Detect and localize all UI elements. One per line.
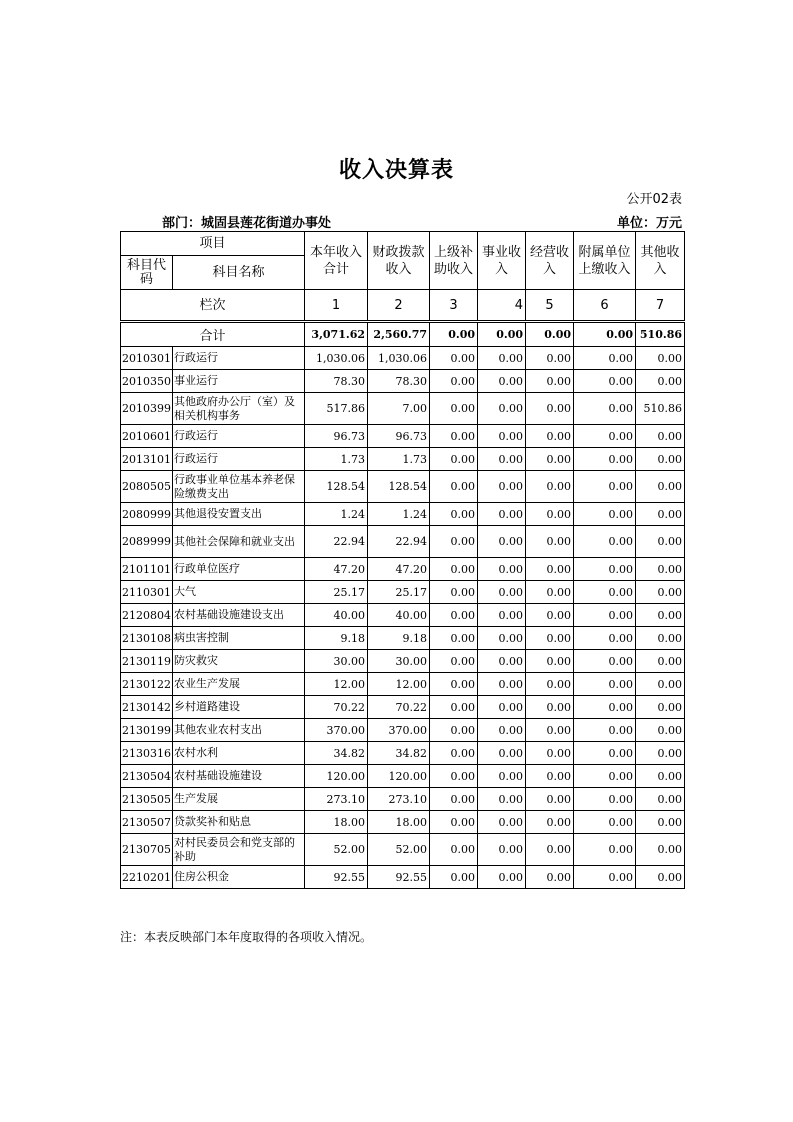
amount-c6: 0.00 (574, 425, 636, 448)
amount-c5: 0.00 (526, 503, 574, 526)
amount-c3: 0.00 (430, 347, 478, 370)
amount-c6: 0.00 (574, 834, 636, 866)
amount-c6: 0.00 (574, 347, 636, 370)
amount-c2: 18.00 (368, 811, 430, 834)
subject-code: 2120804 (121, 604, 173, 627)
subject-name: 对村民委员会和党支部的补助 (173, 834, 305, 866)
amount-c7: 0.00 (636, 558, 685, 581)
amount-c1: 96.73 (305, 425, 368, 448)
amount-c7: 0.00 (636, 581, 685, 604)
total-c3: 0.00 (430, 322, 478, 347)
amount-c3: 0.00 (430, 448, 478, 471)
amount-c6: 0.00 (574, 604, 636, 627)
amount-c3: 0.00 (430, 742, 478, 765)
amount-c4: 0.00 (478, 719, 526, 742)
amount-c3: 0.00 (430, 471, 478, 503)
amount-c4: 0.00 (478, 650, 526, 673)
col-number: 1 (305, 290, 368, 322)
amount-c2: 1.73 (368, 448, 430, 471)
amount-c2: 370.00 (368, 719, 430, 742)
total-row (121, 322, 685, 347)
subject-name: 行政单位医疗 (173, 558, 305, 581)
amount-c5: 0.00 (526, 788, 574, 811)
amount-c7: 0.00 (636, 866, 685, 889)
amount-c1: 34.82 (305, 742, 368, 765)
amount-c2: 52.00 (368, 834, 430, 866)
amount-c2: 12.00 (368, 673, 430, 696)
subject-code: 2010601 (121, 425, 173, 448)
amount-c7: 0.00 (636, 503, 685, 526)
amount-c6: 0.00 (574, 558, 636, 581)
amount-c1: 92.55 (305, 866, 368, 889)
amount-c2: 25.17 (368, 581, 430, 604)
amount-c5: 0.00 (526, 471, 574, 503)
amount-c1: 128.54 (305, 471, 368, 503)
subject-code: 2130108 (121, 627, 173, 650)
subject-code: 2010301 (121, 347, 173, 370)
amount-c5: 0.00 (526, 370, 574, 393)
subject-name: 农业生产发展 (173, 673, 305, 696)
amount-c3: 0.00 (430, 650, 478, 673)
subject-name: 其他政府办公厅（室）及相关机构事务 (173, 393, 305, 425)
subject-name: 农村基础设施建设 (173, 765, 305, 788)
col-number: 2 (368, 290, 430, 322)
amount-c4: 0.00 (478, 581, 526, 604)
amount-c4: 0.00 (478, 425, 526, 448)
subject-code: 2130316 (121, 742, 173, 765)
amount-c1: 273.10 (305, 788, 368, 811)
subject-name: 行政运行 (173, 425, 305, 448)
amount-c4: 0.00 (478, 526, 526, 558)
table-row (121, 581, 685, 604)
subject-name: 住房公积金 (173, 866, 305, 889)
amount-c7: 0.00 (636, 696, 685, 719)
amount-c5: 0.00 (526, 627, 574, 650)
amount-c7: 0.00 (636, 448, 685, 471)
amount-c6: 0.00 (574, 696, 636, 719)
subject-name: 行政运行 (173, 448, 305, 471)
amount-c6: 0.00 (574, 503, 636, 526)
table-row (121, 866, 685, 889)
subject-name: 农村水利 (173, 742, 305, 765)
amount-c7: 0.00 (636, 765, 685, 788)
amount-c2: 9.18 (368, 627, 430, 650)
amount-c2: 30.00 (368, 650, 430, 673)
table-row (121, 558, 685, 581)
subject-name: 其他农业农村支出 (173, 719, 305, 742)
amount-c1: 52.00 (305, 834, 368, 866)
amount-c6: 0.00 (574, 866, 636, 889)
amount-c5: 0.00 (526, 581, 574, 604)
amount-c5: 0.00 (526, 604, 574, 627)
amount-c2: 96.73 (368, 425, 430, 448)
table-row (121, 526, 685, 558)
col-number: 7 (636, 290, 685, 322)
table-row (121, 765, 685, 788)
amount-c7: 0.00 (636, 811, 685, 834)
amount-c7: 0.00 (636, 627, 685, 650)
amount-c7: 510.86 (636, 393, 685, 425)
table-row (121, 719, 685, 742)
amount-c1: 12.00 (305, 673, 368, 696)
amount-c1: 9.18 (305, 627, 368, 650)
amount-c2: 47.20 (368, 558, 430, 581)
amount-c5: 0.00 (526, 650, 574, 673)
subject-name: 其他退役安置支出 (173, 503, 305, 526)
header-col7: 其他收入 (636, 232, 685, 290)
total-c1: 3,071.62 (305, 322, 368, 347)
amount-c5: 0.00 (526, 558, 574, 581)
total-c5: 0.00 (526, 322, 574, 347)
table-row (121, 788, 685, 811)
amount-c6: 0.00 (574, 742, 636, 765)
amount-c3: 0.00 (430, 627, 478, 650)
amount-c3: 0.00 (430, 370, 478, 393)
subject-code: 2130142 (121, 696, 173, 719)
subject-code: 2130505 (121, 788, 173, 811)
col-number: 4 (478, 290, 526, 322)
page-title: 收入决算表 (338, 158, 454, 183)
subject-code: 2080999 (121, 503, 173, 526)
amount-c1: 1.24 (305, 503, 368, 526)
amount-c3: 0.00 (430, 393, 478, 425)
header-col1: 本年收入合计 (305, 232, 368, 290)
table-row (121, 425, 685, 448)
amount-c5: 0.00 (526, 347, 574, 370)
amount-c7: 0.00 (636, 719, 685, 742)
col-number: 6 (574, 290, 636, 322)
subject-code: 2210201 (121, 866, 173, 889)
subject-name: 贷款奖补和贴息 (173, 811, 305, 834)
department-label: 部门：城固县莲花街道办事处 (162, 216, 332, 231)
amount-c2: 1.24 (368, 503, 430, 526)
table-row (121, 471, 685, 503)
subject-name: 其他社会保障和就业支出 (173, 526, 305, 558)
amount-c7: 0.00 (636, 788, 685, 811)
amount-c4: 0.00 (478, 834, 526, 866)
unit-label: 单位：万元 (616, 216, 682, 231)
amount-c1: 120.00 (305, 765, 368, 788)
amount-c2: 40.00 (368, 604, 430, 627)
amount-c2: 34.82 (368, 742, 430, 765)
amount-c2: 70.22 (368, 696, 430, 719)
amount-c2: 7.00 (368, 393, 430, 425)
table-row (121, 347, 685, 370)
income-table (120, 231, 685, 889)
subject-name: 病虫害控制 (173, 627, 305, 650)
amount-c6: 0.00 (574, 581, 636, 604)
amount-c1: 25.17 (305, 581, 368, 604)
amount-c6: 0.00 (574, 673, 636, 696)
table-row (121, 448, 685, 471)
amount-c1: 40.00 (305, 604, 368, 627)
amount-c7: 0.00 (636, 742, 685, 765)
header-col4: 事业收入 (478, 232, 526, 290)
header-name: 科目名称 (173, 256, 305, 290)
table-row (121, 627, 685, 650)
amount-c4: 0.00 (478, 347, 526, 370)
form-number: 公开02表 (626, 192, 682, 207)
amount-c6: 0.00 (574, 526, 636, 558)
table-row (121, 393, 685, 425)
subject-code: 2101101 (121, 558, 173, 581)
amount-c7: 0.00 (636, 347, 685, 370)
amount-c4: 0.00 (478, 604, 526, 627)
total-label: 合计 (121, 322, 305, 347)
footnote: 注：本表反映部门本年度取得的各项收入情况。 (120, 930, 373, 944)
table-row (121, 811, 685, 834)
subject-name: 乡村道路建设 (173, 696, 305, 719)
amount-c3: 0.00 (430, 834, 478, 866)
subject-code: 2080505 (121, 471, 173, 503)
subject-code: 2130122 (121, 673, 173, 696)
subject-name: 农村基础设施建设支出 (173, 604, 305, 627)
amount-c7: 0.00 (636, 425, 685, 448)
subject-code: 2110301 (121, 581, 173, 604)
header-col3: 上级补助收入 (430, 232, 478, 290)
amount-c4: 0.00 (478, 673, 526, 696)
amount-c3: 0.00 (430, 765, 478, 788)
amount-c2: 92.55 (368, 866, 430, 889)
amount-c6: 0.00 (574, 765, 636, 788)
amount-c5: 0.00 (526, 448, 574, 471)
amount-c3: 0.00 (430, 558, 478, 581)
amount-c7: 0.00 (636, 604, 685, 627)
amount-c4: 0.00 (478, 370, 526, 393)
subject-code: 2130504 (121, 765, 173, 788)
amount-c1: 1,030.06 (305, 347, 368, 370)
amount-c3: 0.00 (430, 581, 478, 604)
amount-c5: 0.00 (526, 425, 574, 448)
amount-c5: 0.00 (526, 866, 574, 889)
header-col6: 附属单位上缴收入 (574, 232, 636, 290)
amount-c4: 0.00 (478, 627, 526, 650)
amount-c7: 0.00 (636, 650, 685, 673)
amount-c2: 22.94 (368, 526, 430, 558)
total-c4: 0.00 (478, 322, 526, 347)
amount-c5: 0.00 (526, 393, 574, 425)
amount-c5: 0.00 (526, 742, 574, 765)
amount-c7: 0.00 (636, 526, 685, 558)
amount-c1: 47.20 (305, 558, 368, 581)
table-row (121, 673, 685, 696)
subject-code: 2013101 (121, 448, 173, 471)
amount-c6: 0.00 (574, 719, 636, 742)
amount-c3: 0.00 (430, 526, 478, 558)
amount-c6: 0.00 (574, 448, 636, 471)
table-row (121, 650, 685, 673)
amount-c2: 120.00 (368, 765, 430, 788)
amount-c1: 22.94 (305, 526, 368, 558)
subject-code: 2010350 (121, 370, 173, 393)
amount-c4: 0.00 (478, 765, 526, 788)
amount-c4: 0.00 (478, 393, 526, 425)
subject-name: 行政运行 (173, 347, 305, 370)
amount-c4: 0.00 (478, 558, 526, 581)
subject-code: 2010399 (121, 393, 173, 425)
subject-code: 2130119 (121, 650, 173, 673)
amount-c1: 370.00 (305, 719, 368, 742)
subject-name: 防灾救灾 (173, 650, 305, 673)
amount-c5: 0.00 (526, 765, 574, 788)
total-c2: 2,560.77 (368, 322, 430, 347)
header-item: 项目 (121, 232, 305, 256)
amount-c1: 30.00 (305, 650, 368, 673)
subject-name: 生产发展 (173, 788, 305, 811)
header-col5: 经营收入 (526, 232, 574, 290)
table-row (121, 503, 685, 526)
amount-c5: 0.00 (526, 834, 574, 866)
amount-c1: 78.30 (305, 370, 368, 393)
table-row (121, 370, 685, 393)
header-lanci: 栏次 (121, 290, 305, 322)
subject-code: 2130199 (121, 719, 173, 742)
amount-c2: 78.30 (368, 370, 430, 393)
table-row (121, 834, 685, 866)
amount-c3: 0.00 (430, 604, 478, 627)
amount-c7: 0.00 (636, 834, 685, 866)
subject-name: 事业运行 (173, 370, 305, 393)
amount-c3: 0.00 (430, 866, 478, 889)
subject-code: 2130705 (121, 834, 173, 866)
subject-name: 行政事业单位基本养老保险缴费支出 (173, 471, 305, 503)
amount-c3: 0.00 (430, 425, 478, 448)
header-code: 科目代码 (121, 256, 173, 290)
amount-c6: 0.00 (574, 393, 636, 425)
total-c7: 510.86 (636, 322, 685, 347)
amount-c4: 0.00 (478, 866, 526, 889)
col-number: 5 (526, 290, 574, 322)
amount-c5: 0.00 (526, 719, 574, 742)
amount-c1: 1.73 (305, 448, 368, 471)
table-row (121, 742, 685, 765)
amount-c1: 517.86 (305, 393, 368, 425)
amount-c5: 0.00 (526, 526, 574, 558)
amount-c6: 0.00 (574, 471, 636, 503)
amount-c4: 0.00 (478, 471, 526, 503)
amount-c4: 0.00 (478, 742, 526, 765)
subject-name: 大气 (173, 581, 305, 604)
table-row (121, 604, 685, 627)
amount-c5: 0.00 (526, 673, 574, 696)
amount-c6: 0.00 (574, 370, 636, 393)
amount-c6: 0.00 (574, 788, 636, 811)
col-number: 3 (430, 290, 478, 322)
header-col2: 财政拨款收入 (368, 232, 430, 290)
subject-code: 2089999 (121, 526, 173, 558)
amount-c4: 0.00 (478, 448, 526, 471)
subject-code: 2130507 (121, 811, 173, 834)
amount-c3: 0.00 (430, 811, 478, 834)
amount-c5: 0.00 (526, 811, 574, 834)
amount-c6: 0.00 (574, 650, 636, 673)
amount-c6: 0.00 (574, 811, 636, 834)
amount-c2: 128.54 (368, 471, 430, 503)
amount-c1: 70.22 (305, 696, 368, 719)
amount-c7: 0.00 (636, 370, 685, 393)
amount-c2: 1,030.06 (368, 347, 430, 370)
amount-c1: 18.00 (305, 811, 368, 834)
amount-c4: 0.00 (478, 696, 526, 719)
amount-c7: 0.00 (636, 471, 685, 503)
amount-c3: 0.00 (430, 788, 478, 811)
amount-c7: 0.00 (636, 673, 685, 696)
table-row (121, 696, 685, 719)
amount-c3: 0.00 (430, 719, 478, 742)
amount-c3: 0.00 (430, 673, 478, 696)
amount-c2: 273.10 (368, 788, 430, 811)
total-c6: 0.00 (574, 322, 636, 347)
amount-c4: 0.00 (478, 788, 526, 811)
amount-c4: 0.00 (478, 811, 526, 834)
amount-c3: 0.00 (430, 503, 478, 526)
amount-c4: 0.00 (478, 503, 526, 526)
amount-c3: 0.00 (430, 696, 478, 719)
amount-c6: 0.00 (574, 627, 636, 650)
amount-c5: 0.00 (526, 696, 574, 719)
